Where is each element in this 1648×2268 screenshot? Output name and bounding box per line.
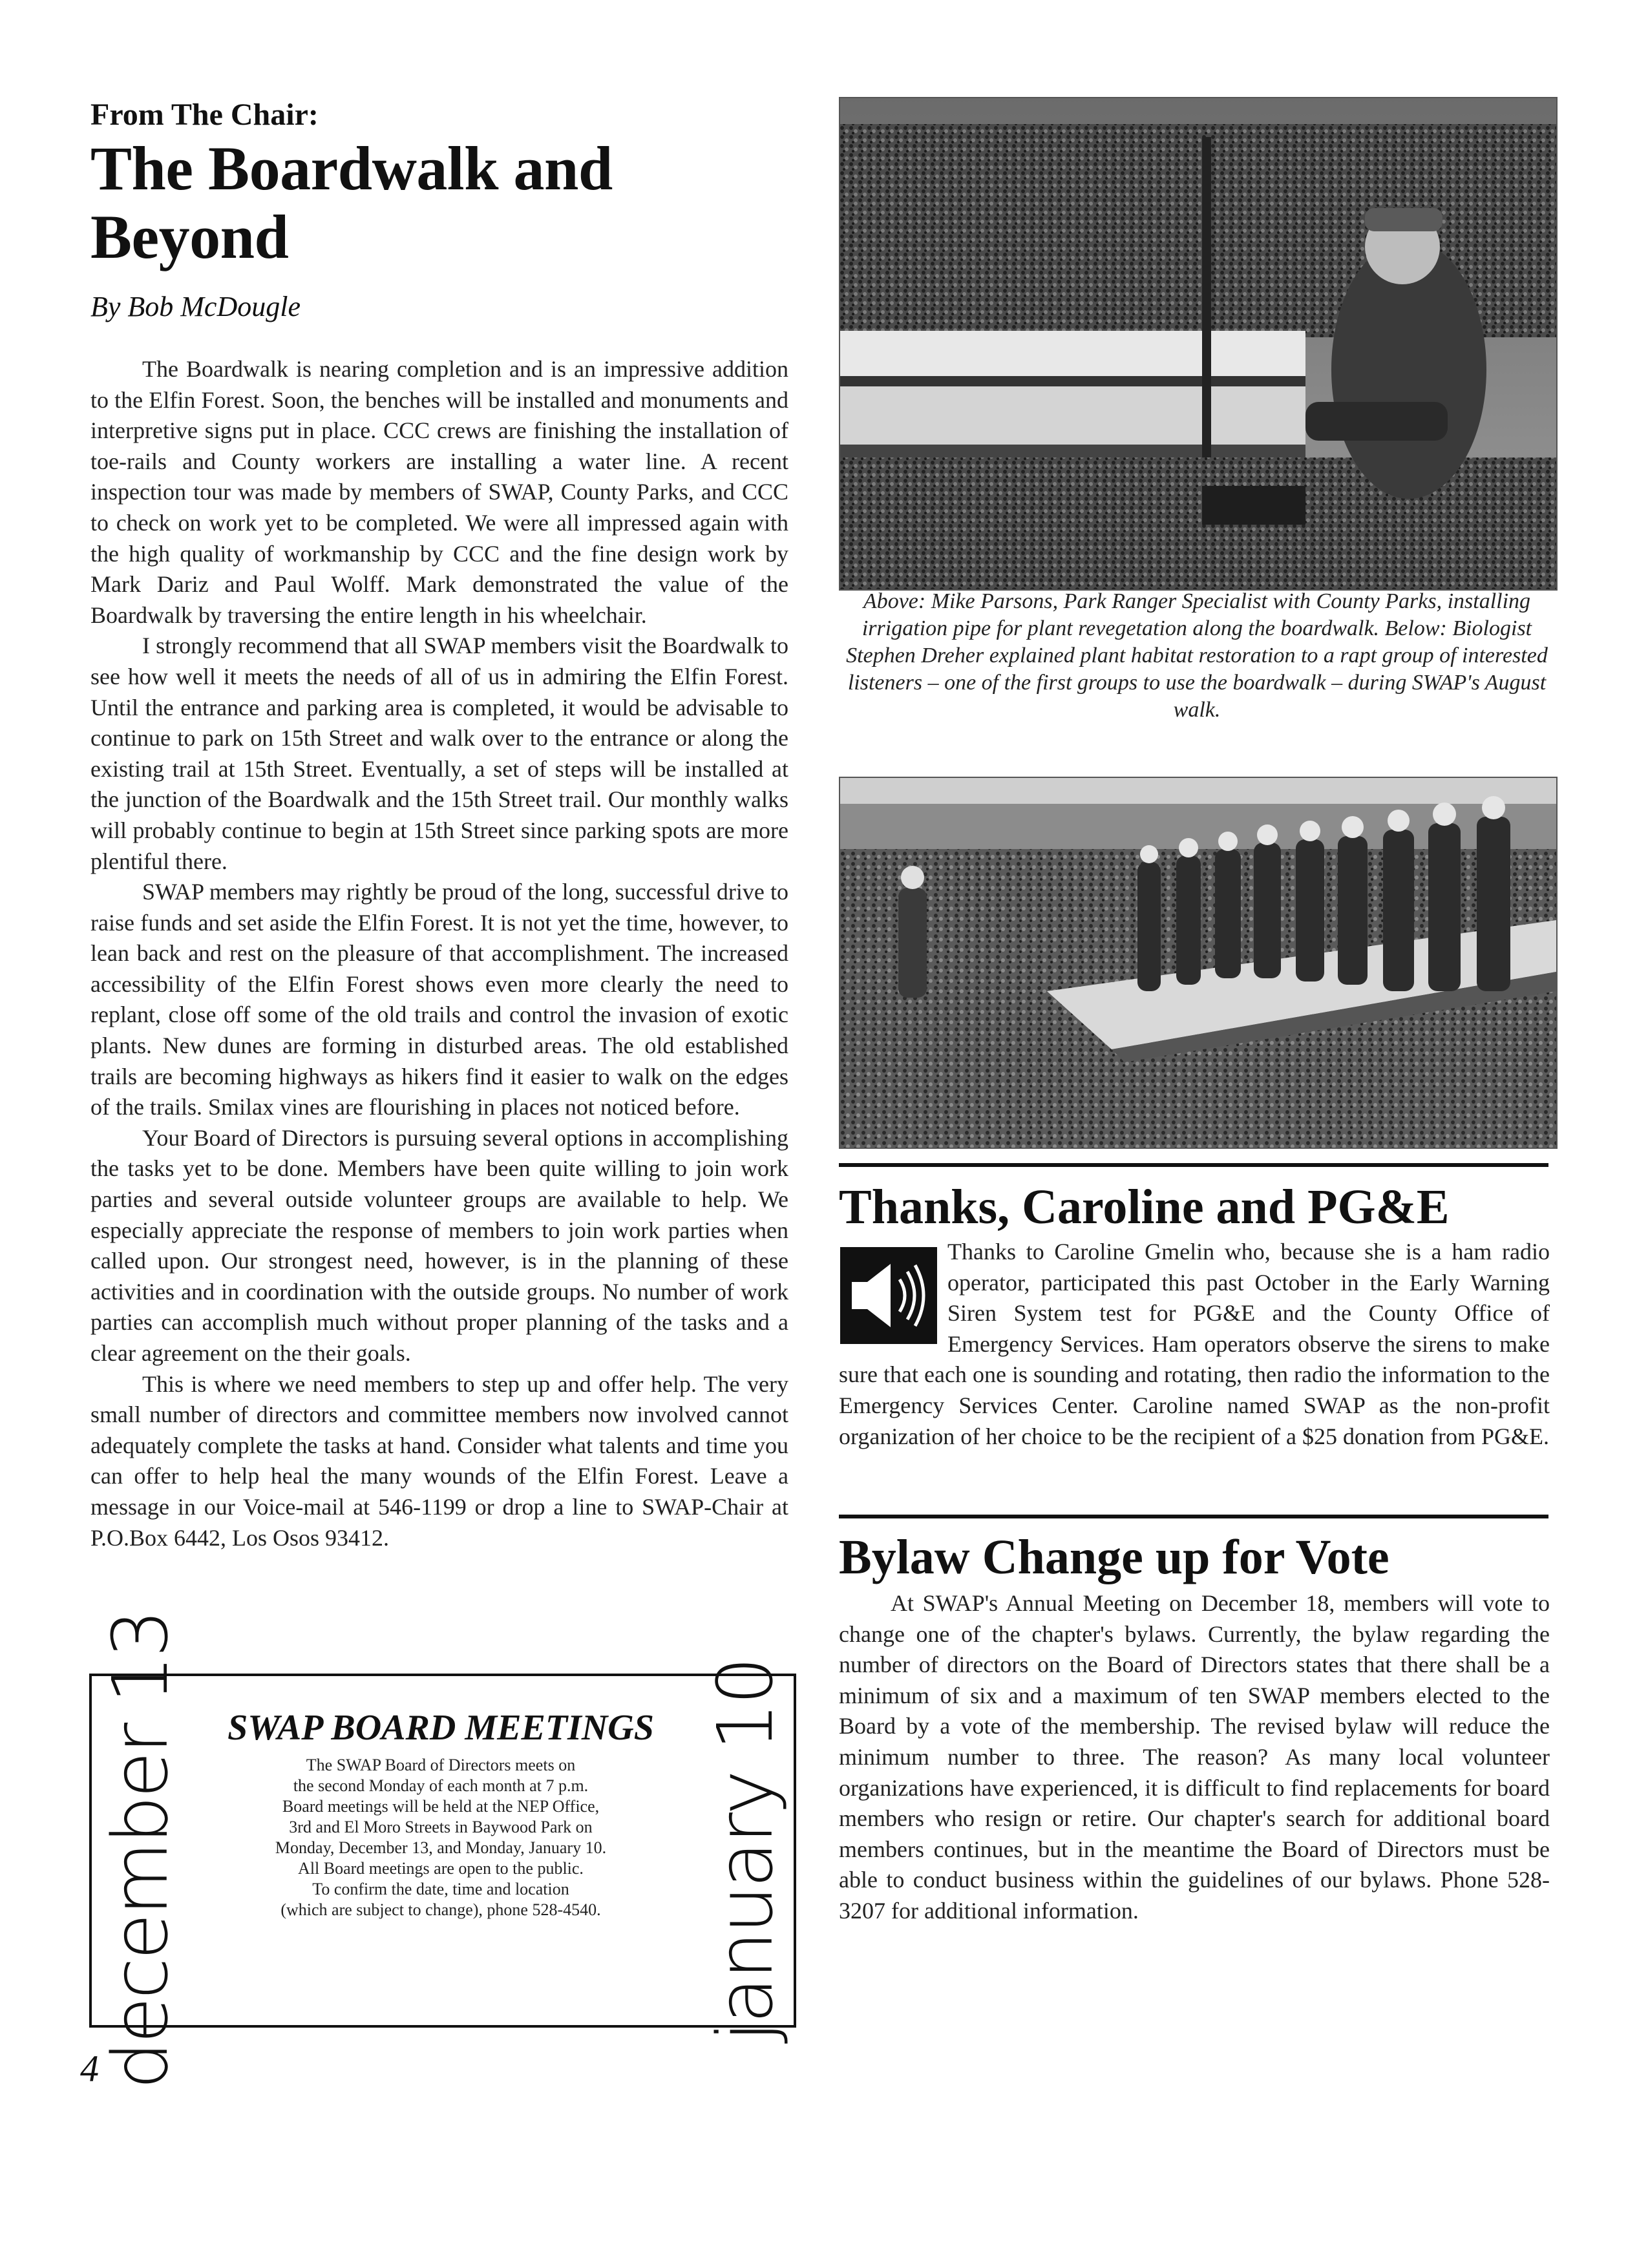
article-byline: By Bob McDougle	[90, 291, 301, 322]
article-kicker: From The Chair:	[90, 98, 319, 132]
section-divider	[839, 1163, 1548, 1167]
board-meetings-box	[89, 1612, 796, 2090]
page-number: 4	[80, 2048, 99, 2090]
meetings-line: Monday, December 13, and Monday, January 10.	[275, 1838, 607, 1857]
article-paragraph: Your Board of Directors is pursuing several options in accomplishing the tasks yet to be done. Members have been quite willing to join work parties and several outside volunteer groups are available to help. We especially appreciate the response of members to join work parties when called upon. Our strongest need, however, is in the planning of these activities and in coordination with the outside groups. No number of work parties can accomplish much without proper planning of the tasks and a clear agreement on the their goals.	[90, 1124, 788, 1366]
article-paragraph: The Boardwalk is nearing completion and is an impressive addition to the Elfin Forest. Soon, the benches will be installed and monuments and interpretive signs put in place. CCC crews are finishing the installation of toe-rails and County workers are installing a water line. A recent inspection tour was made by members of SWAP, County Parks, and CCC to check on work yet to be completed. We were all impressed again with the high quality of workmanship by CCC and the fine design work by Mark Dariz and Paul Wolff. Mark demonstrated the value of the Boardwalk by traversing the entire length in his wheelchair.	[90, 356, 788, 628]
meetings-line: the second Monday of each month at 7 p.m.	[293, 1776, 589, 1795]
date-january-side	[697, 1659, 794, 2042]
photo-group-illustration	[840, 778, 1556, 1148]
meetings-details	[234, 1755, 648, 1920]
article-body	[90, 354, 788, 1553]
bylaw-body	[839, 1588, 1550, 1927]
date-december-side	[92, 1612, 189, 2090]
meetings-line: All Board meetings are open to the public.	[298, 1859, 584, 1878]
meetings-line: The SWAP Board of Directors meets on	[306, 1756, 576, 1774]
section-divider	[839, 1515, 1548, 1518]
meetings-line: To confirm the date, time and location	[312, 1880, 569, 1898]
side-date-left: december 13	[96, 1612, 185, 2090]
icon-spacer	[839, 1237, 947, 1353]
photo-caption: Above: Mike Parsons, Park Ranger Specialist with County Parks, installing irrigation pipe for plant revegetation along the boardwalk. Below: Biologist Stephen Dreher explained plant habitat restoration to a rapt group of interested listeners – one of the first groups to use the boardwalk – during SWAP's August walk.	[846, 589, 1548, 722]
photo-ranger-illustration	[840, 98, 1556, 589]
thanks-headline: Thanks, Caroline and PG&E	[839, 1180, 1450, 1234]
photo-group-boardwalk	[839, 777, 1558, 1149]
article-paragraph: This is where we need members to step up and offer help. The very small number of directors and committee members now involved cannot adequately complete the tasks at hand. Consider what talents and time you can offer to help heal the many wounds of the Elfin Forest. Leave a message in our Voice-mail at 546-1199 or drop a line to SWAP-Chair at P.O.Box 6442, Los Osos 93412.	[90, 1370, 788, 1551]
meetings-line: 3rd and El Moro Streets in Baywood Park on	[289, 1818, 593, 1836]
bylaw-headline: Bylaw Change up for Vote	[839, 1530, 1389, 1584]
meetings-line: (which are subject to change), phone 528-4540.	[280, 1900, 601, 1919]
photo-ranger-irrigation	[839, 97, 1558, 591]
article-paragraph: SWAP members may rightly be proud of the long, successful drive to raise funds and set aside the Elfin Forest. It is not yet the time, however, to lean back and rest on the pleasure of that accomplishment. The increased accessibility of the Elfin Forest shows even more clearly the need to replant, close off some of the old trails and control the invasion of exotic plants. New dunes are forming in disturbed areas. The old established trails are becoming highways as hikers find it easier to walk on the edges of the trails. Smilax vines are flourishing in places not noticed before.	[90, 879, 788, 1120]
thanks-paragraph: Thanks to Caroline Gmelin who, because she is a ham radio operator, participated this past October in the Early Warning Siren System test for PG&E and the County Office of Emergency Services. Ham operators observe the sirens to make sure that each one is sounding and rotating, then radio the information to the Emergency Services Center. Caroline named SWAP as the non-profit organization of her choice to be the recipient of a $25 donation from PG&E.	[839, 1239, 1550, 1449]
article-headline: The Boardwalk and Beyond	[90, 134, 613, 271]
thanks-body	[839, 1237, 1550, 1452]
chair-article	[90, 97, 788, 1553]
meetings-title: SWAP BOARD MEETINGS	[227, 1708, 654, 1748]
bylaw-paragraph: At SWAP's Annual Meeting on December 18, members will vote to change one of the chapter's bylaws. Currently, the bylaw regarding the number of directors on the Board of Directors states that there shall be a minimum of six and a maximum of ten SWAP members elected to the Board by a vote of the membership. The revised bylaw will reduce the minimum number to three. The reason? As many local volunteer organizations have experienced, it is difficult to find replacements for board members who resign or retire. Our chapter's search for additional board members continues, but in the meantime the Board of Directors must be able to conduct business within the guidelines of our bylaws. Phone 528-3207 for additional information.	[839, 1590, 1550, 1924]
side-date-right: january 10	[701, 1659, 790, 2042]
meetings-line: Board meetings will be held at the NEP Office,	[282, 1797, 600, 1816]
article-paragraph: I strongly recommend that all SWAP members visit the Boardwalk to see how well it meets the needs of all of us in admiring the Elfin Forest. Until the entrance and parking area is completed, it would be advisable to continue to park on 15th Street and walk over to the entrance or along the existing trail at 15th Street. Eventually, a set of steps will be installed at the junction of the Boardwalk and the 15th Street trail. Our monthly walks will probably continue to begin at 15th Street since parking spots are more plentiful there.	[90, 633, 788, 874]
